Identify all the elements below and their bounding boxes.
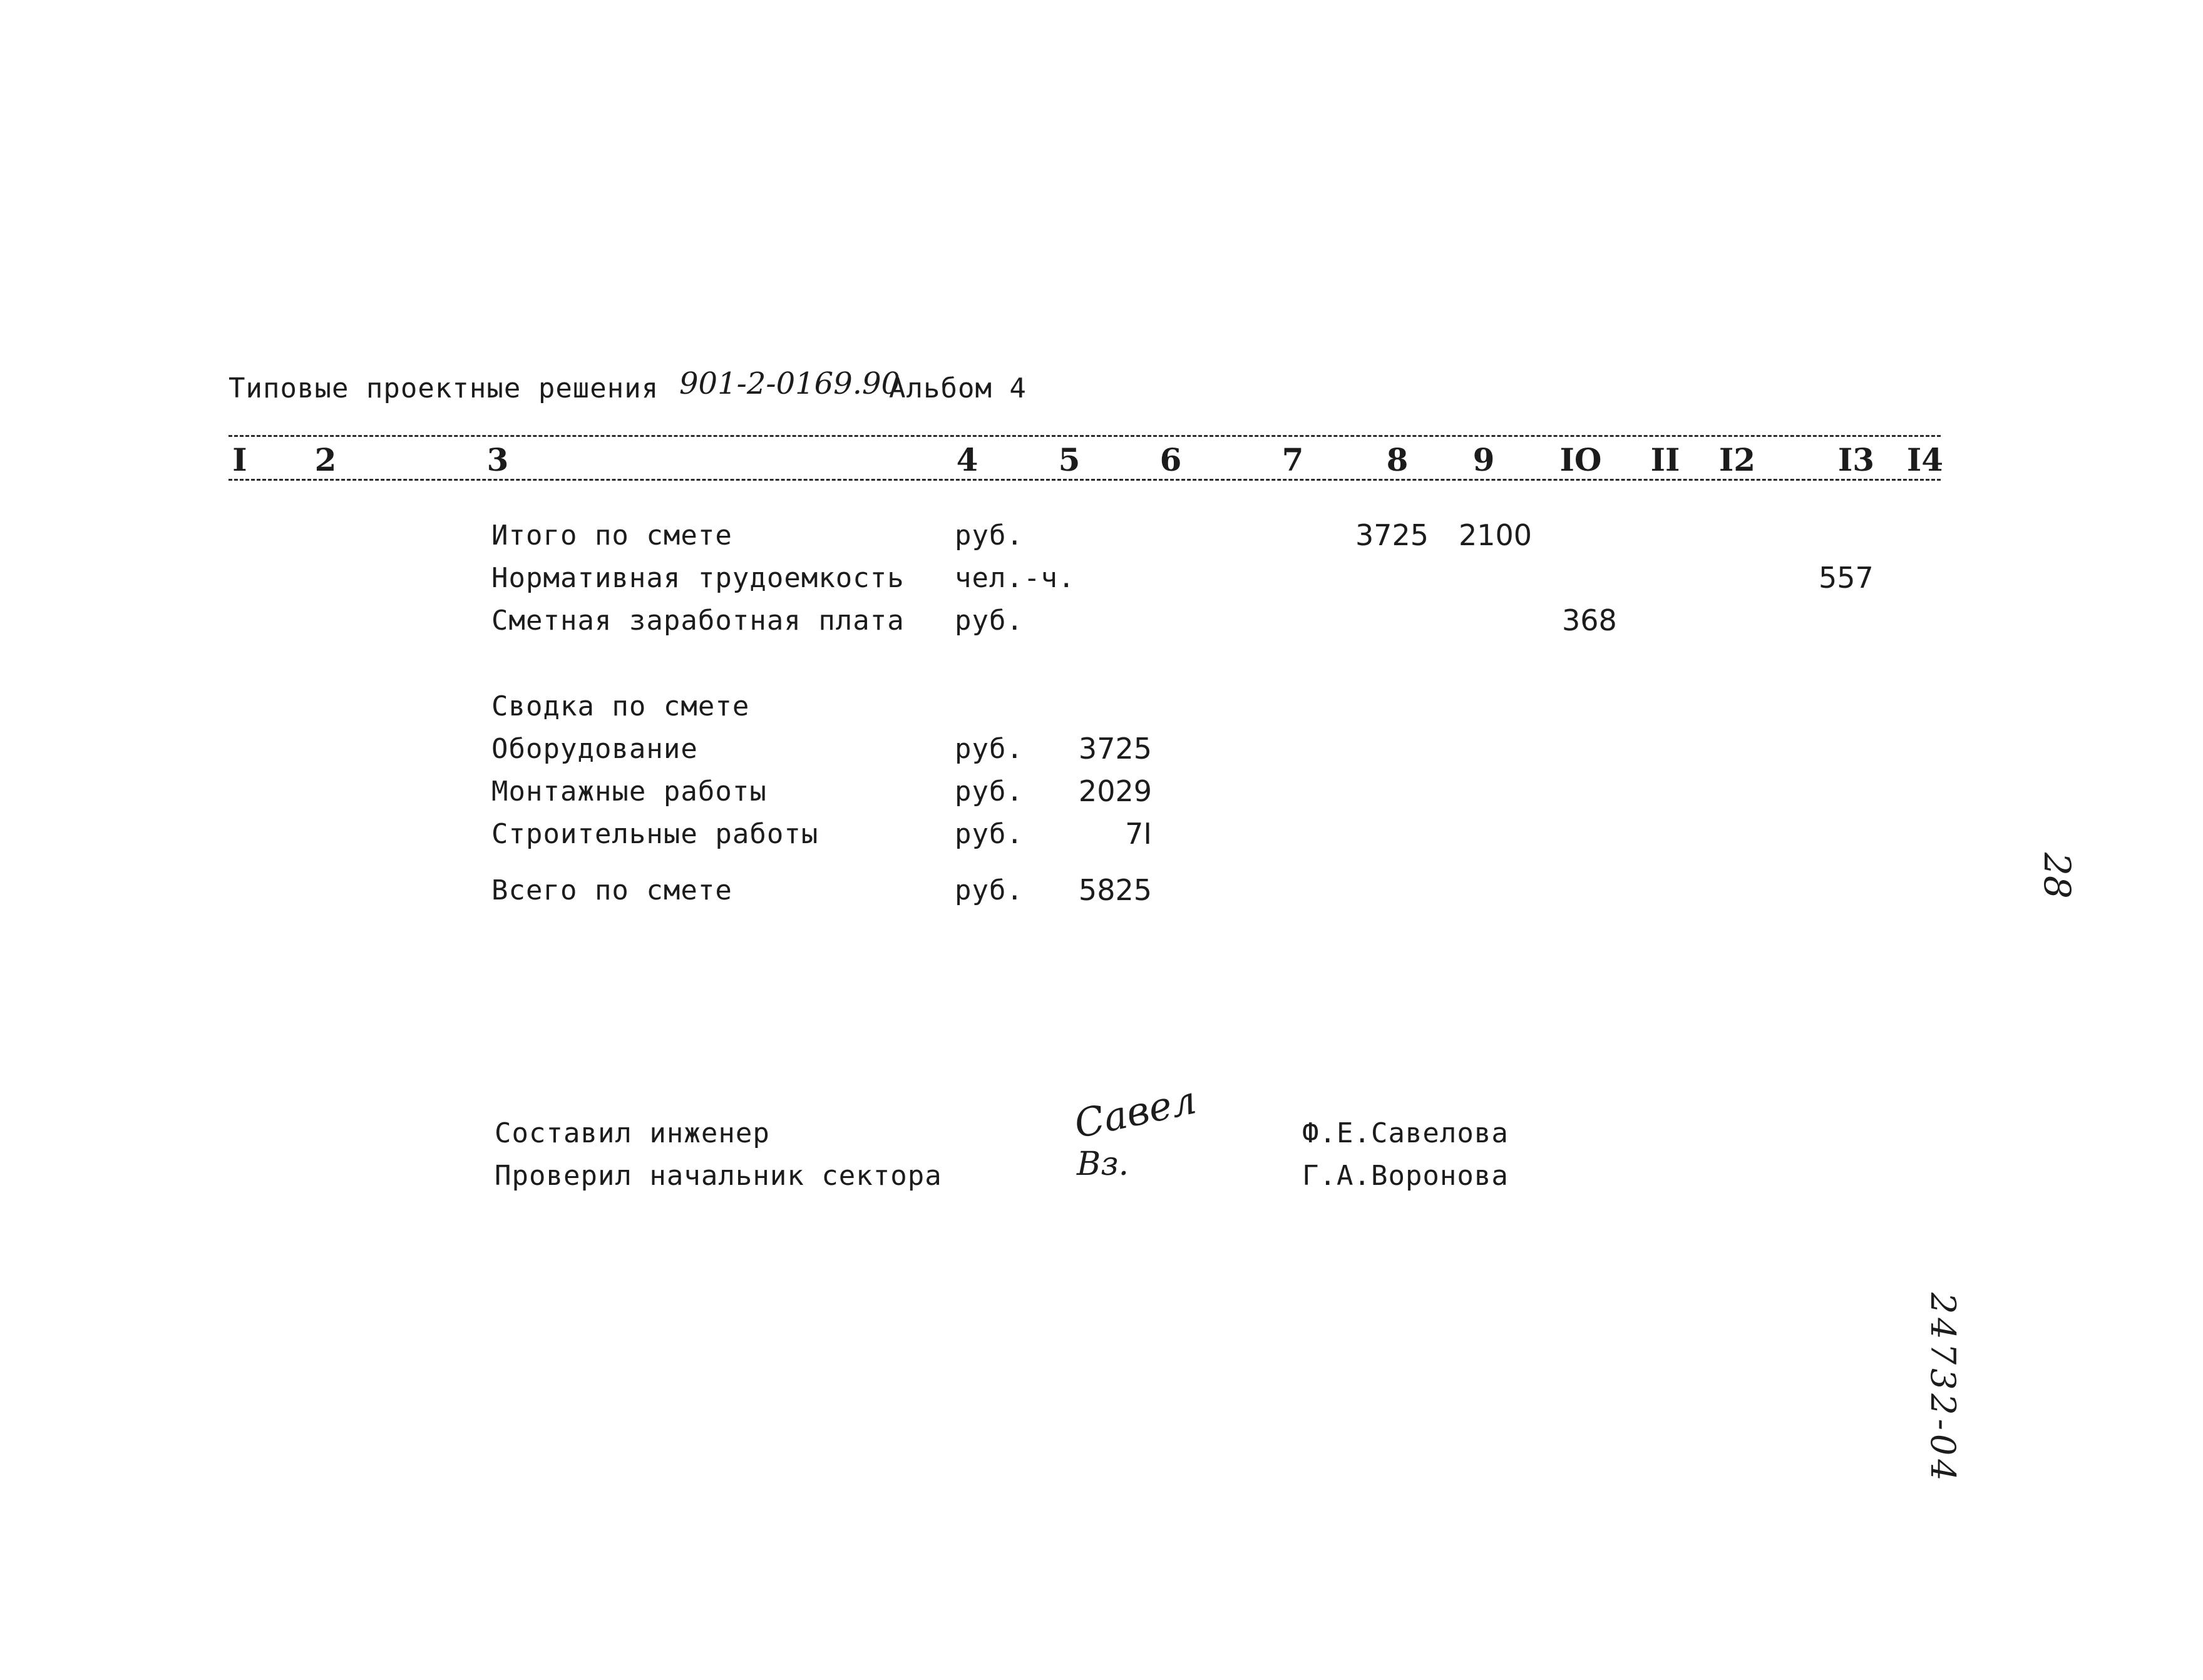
series-title: Типовые проектные решения — [229, 372, 659, 404]
handwritten-signature: Вз. — [1077, 1145, 1129, 1183]
summary-title: Сводка по смете — [491, 690, 750, 722]
header-bottom-rule — [229, 479, 1941, 481]
labor-value-col13: 557 — [1819, 561, 1874, 595]
summary-item-label: Строительные работы — [491, 818, 819, 850]
document-number: 24732-04 — [1923, 1293, 1963, 1485]
summary-item-value: 7I — [1125, 817, 1152, 851]
summary-item-unit: руб. — [955, 818, 1024, 850]
column-number: 2 — [314, 441, 337, 478]
wages-label: Сметная заработная плата — [491, 605, 905, 637]
column-number: 4 — [956, 441, 978, 478]
project-code: 901-2-0169.90 — [679, 366, 901, 401]
column-number: I3 — [1837, 441, 1875, 478]
totals-value-col9: 2100 — [1459, 518, 1533, 552]
column-number: 8 — [1386, 441, 1409, 478]
labor-label: Нормативная трудоемкость — [491, 562, 905, 594]
column-number: IO — [1559, 441, 1602, 478]
totals-unit: руб. — [955, 520, 1024, 551]
summary-item-value: 2029 — [1078, 774, 1152, 808]
column-number: I4 — [1906, 441, 1944, 478]
header-top-rule — [229, 435, 1941, 437]
page-number: 28 — [2036, 853, 2078, 899]
column-number: 6 — [1159, 441, 1182, 478]
column-number: I2 — [1718, 441, 1756, 478]
summary-total-value: 5825 — [1078, 873, 1152, 907]
signature-name: Ф.Е.Савелова — [1302, 1117, 1509, 1149]
summary-item-unit: руб. — [955, 776, 1024, 807]
labor-unit: чел.-ч. — [955, 562, 1076, 594]
column-number: I — [232, 441, 247, 478]
totals-label: Итого по смете — [491, 520, 732, 551]
signature-role: Составил инженер — [495, 1117, 770, 1149]
summary-item-label: Монтажные работы — [491, 776, 767, 807]
column-number: 3 — [486, 441, 509, 478]
summary-item-unit: руб. — [955, 733, 1024, 765]
summary-item-label: Оборудование — [491, 733, 698, 765]
album-label: Альбом 4 — [889, 372, 1027, 404]
totals-value-col8: 3725 — [1355, 518, 1429, 552]
column-number: 9 — [1472, 441, 1495, 478]
wages-value-col10: 368 — [1562, 603, 1617, 637]
handwritten-signature: Савел — [1070, 1077, 1201, 1147]
column-number: 7 — [1281, 441, 1304, 478]
column-number: 5 — [1058, 441, 1081, 478]
column-number: II — [1650, 441, 1680, 478]
signature-name: Г.А.Воронова — [1302, 1160, 1509, 1192]
wages-unit: руб. — [955, 605, 1024, 637]
summary-total-label: Всего по смете — [491, 874, 732, 906]
signature-role: Проверил начальник сектора — [495, 1160, 942, 1192]
summary-item-value: 3725 — [1078, 732, 1152, 766]
summary-total-unit: руб. — [955, 874, 1024, 906]
